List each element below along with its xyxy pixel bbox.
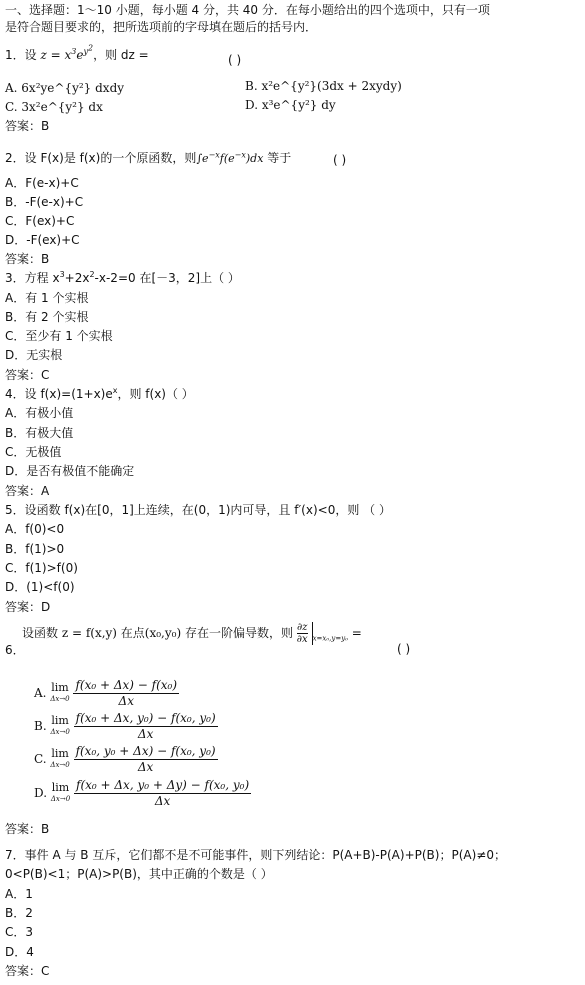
q3-stem-middle: +2x	[64, 271, 90, 285]
q1-option-b: B. x²e^{y²}(3dx + 2xydy)	[245, 79, 402, 93]
q1-stem-suffix: ，则 dz =	[93, 48, 149, 62]
q7-option-d: D．4	[5, 945, 34, 959]
instructions-line-2: 是符合题目要求的，把所选项前的字母填在题后的括号内．	[5, 20, 318, 34]
q6-stem-text: 设函数 z = f(x,y) 在点(x₀,y₀) 存在一阶偏导数，则	[22, 626, 293, 640]
q2-answer-blank: ( )	[333, 153, 347, 167]
q1-answer-blank: ( )	[228, 53, 242, 67]
q2-answer: 答案：B	[5, 252, 50, 266]
q2-stem	[5, 150, 291, 167]
q2-option-c: C．F(ex)+C	[5, 214, 75, 228]
q5-option-a: A．f(0)<0	[5, 522, 65, 536]
q1-option-c: C. 3x²e^{y²} dx	[5, 100, 103, 114]
q6-option-c-label: C.	[34, 752, 47, 766]
q6-stem: 设函数 z = f(x,y) 在点(x₀,y₀) 存在一阶偏导数，则 $\frac{\partial z}{\partial x}$ $_{x=x_0,y=y_0}$ =	[22, 622, 362, 645]
q1-function: $z = x^3e^{y^2}$	[40, 43, 94, 62]
q5-answer: 答案：D	[5, 600, 51, 614]
q3-option-a: A．有 1 个实根	[5, 291, 89, 305]
q6-option-b-lim: lim Δx→0	[50, 714, 70, 736]
q6-option-c-fraction: $\frac{\text{f(x₀, y₀ + Δx) − f(x₀, y₀)}}{\Delta x}$	[75, 744, 216, 774]
q4-stem-prefix: 4．设 f(x)=(1+x)e	[5, 387, 113, 401]
q3-stem-prefix: 3．方程 x	[5, 271, 60, 285]
instructions-line-1: 一、选择题：1～10 小题，每小题 4 分，共 40 分．在每小题给出的四个选项中，只有一项	[5, 3, 490, 17]
q6-option-d-lim: lim Δx→0	[50, 781, 71, 803]
q6-option-c-lim: lim Δx→0	[50, 747, 70, 769]
q3-option-d: D．无实根	[5, 348, 63, 362]
q2-option-d: D．-F(ex)+C	[5, 233, 80, 247]
q1-stem-prefix: 设	[24, 48, 41, 62]
q4-answer: 答案：A	[5, 484, 50, 498]
q4-option-c: C．无极值	[5, 445, 62, 459]
q6-option-a	[34, 678, 179, 709]
q4-stem-suffix: ，则 f(x)（ ）	[117, 387, 194, 401]
q2-option-a: A．F(e-x)+C	[5, 176, 79, 190]
q1-option-a: A. 6x²ye^{y²} dxdy	[5, 81, 125, 95]
q6-option-a-fraction: $\frac{\text{f(x₀ + Δx) − f(x₀)}}{\Delta x}$	[75, 678, 178, 708]
q7-stem-line-2: 0<P(B)<1；P(A)>P(B)，其中正确的个数是（ ）	[5, 867, 273, 881]
q2-stem-tail: 等于	[267, 151, 292, 165]
q5-option-c: C．f(1)>f(0)	[5, 561, 78, 575]
q4-option-d: D．是否有极值不能确定	[5, 464, 135, 478]
q6-option-b-fraction: $\frac{\text{f(x₀ + Δx, y₀) − f(x₀, y₀)}}{\Delta x}$	[75, 711, 216, 741]
q6-option-d-fraction: $\frac{\text{f(x₀ + Δx, y₀ + Δy) − f(x₀, y₀)}}{\Delta x}$	[76, 778, 250, 808]
q3-option-b: B．有 2 个实根	[5, 310, 89, 324]
q3-answer: 答案：C	[5, 368, 50, 382]
q1-number: 1．	[5, 48, 25, 62]
q6-partial-derivative: $\frac{\partial z}{\partial x}$	[297, 622, 313, 645]
q6-option-d-label: D.	[34, 786, 48, 800]
q6-number: 6．	[5, 643, 25, 657]
q7-answer: 答案：C	[5, 964, 50, 978]
q4-option-b: B．有极大值	[5, 426, 74, 440]
q2-stem-text: 2．设 F(x)是 f(x)的一个原函数，则	[5, 151, 197, 165]
q5-stem: 5．设函数 f(x)在[0，1]上连续，在(0，1)内可导，且 f′(x)<0，则 （ ）	[5, 503, 391, 517]
q7-option-b: B．2	[5, 906, 33, 920]
q7-option-c: C．3	[5, 925, 34, 939]
q6-option-a-lim: lim Δx→0	[50, 681, 70, 703]
q4-stem: 4．设 $f(x)=(1+x)e^x$，则 f(x)（ ）	[5, 386, 194, 401]
q4-option-a: A．有极小值	[5, 406, 74, 420]
q3-stem-suffix: -x-2=0 在[－3，2]上（ ）	[94, 271, 240, 285]
q1-stem	[5, 43, 149, 63]
q3-stem: 3．方程 $x^3+2x^2-x-2=0$ 在[－3，2]上（ ）	[5, 270, 240, 285]
q6-option-d	[34, 778, 251, 809]
q3-option-c: C．至少有 1 个实根	[5, 329, 113, 343]
q6-answer: 答案：B	[5, 822, 50, 836]
q6-answer-blank: ( )	[397, 642, 411, 656]
q6-option-a-label: A.	[34, 686, 47, 700]
q2-integral: $\int e^{-x}f(e^{-x})dx$	[196, 150, 264, 165]
q1-answer: 答案：B	[5, 119, 50, 133]
q6-option-b-label: B.	[34, 719, 47, 733]
q6-option-c	[34, 744, 218, 775]
q7-stem-line-1: 7．事件 A 与 B 互斥，它们都不是不可能事件，则下列结论：P(A+B)-P(A)+P(B)；P(A)≠0；	[5, 848, 506, 862]
q2-option-b: B．-F(e-x)+C	[5, 195, 84, 209]
q6-option-b	[34, 711, 218, 742]
q7-option-a: A．1	[5, 887, 33, 901]
q5-option-d: D．(1)<f(0)	[5, 580, 75, 594]
q1-option-d: D. x³e^{y²} dy	[245, 98, 336, 112]
q5-option-b: B．f(1)>0	[5, 542, 65, 556]
